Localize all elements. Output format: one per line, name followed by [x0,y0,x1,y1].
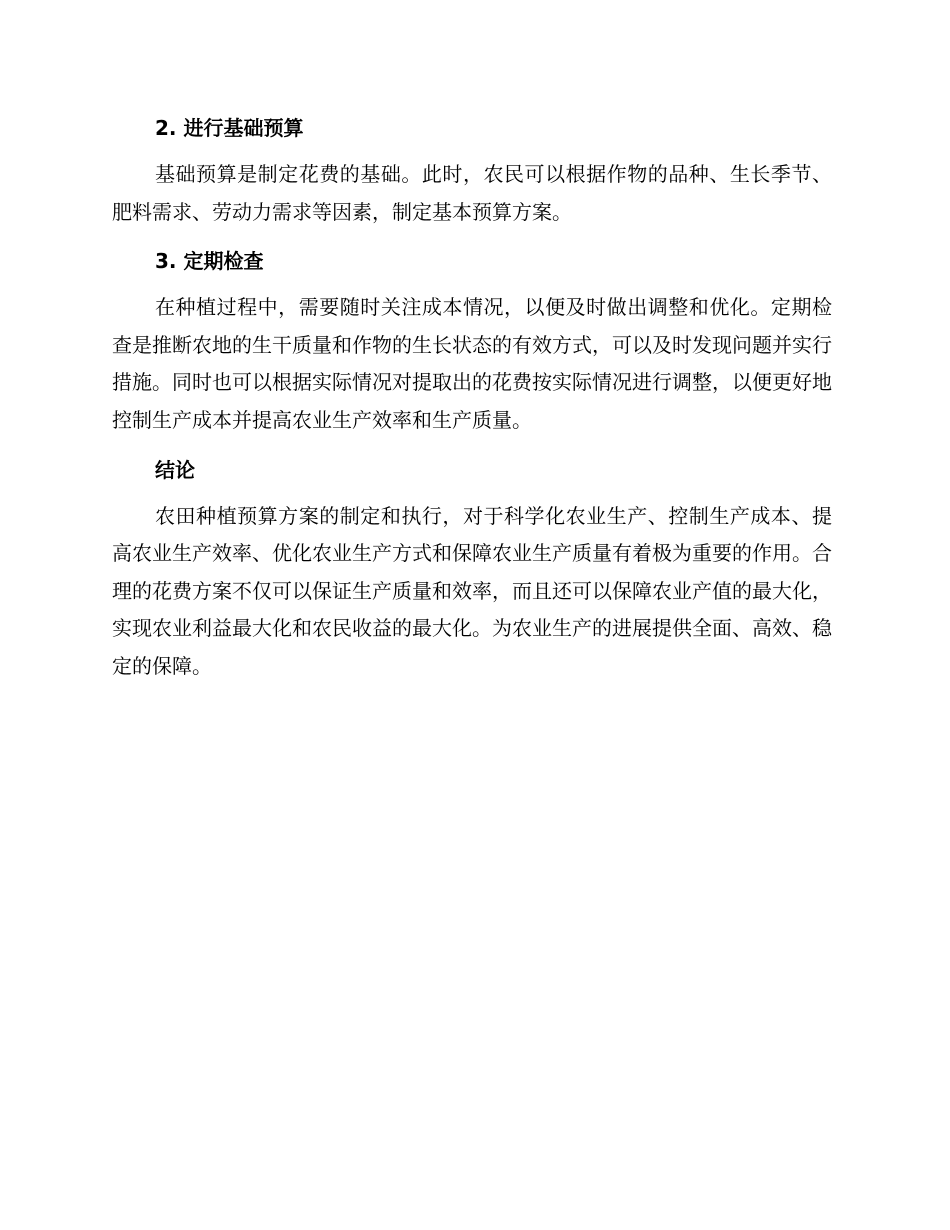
document-body [112,110,832,686]
paragraph-regular-check: 在种植过程中，需要随时关注成本情况，以便及时做出调整和优化。定期检查是推断农地的生干质量和作物的生长状态的有效方式，可以及时发现问题并实行措施。同时也可以根据实际情况对提取出的花费按实际情况进行调整，以便更好地控制生产成本并提高农业生产效率和生产质量。 [112,295,832,432]
spacer [112,488,832,498]
paragraph-conclusion: 农田种植预算方案的制定和执行，对于科学化农业生产、控制生产成本、提高农业生产效率、优化农业生产方式和保障农业生产质量有着极为重要的作用。合理的花费方案不仅可以保证生产质量和效率，而且还可以保障农业产值的最大化，实现农业利益最大化和农民收益的最大化。为农业生产的进展提供全面、高效、稳定的保障。 [112,503,832,678]
spacer [112,279,832,289]
paragraph-basic-budget: 基础预算是制定花费的基础。此时，农民可以根据作物的品种、生长季节、肥料需求、劳动力需求等因素，制定基本预算方案。 [112,162,832,224]
spacer [112,231,832,243]
spacer [112,440,832,452]
section-heading-basic-budget: 2. 进行基础预算 [155,116,304,140]
section-heading-conclusion: 结论 [155,457,195,482]
spacer [112,146,832,156]
section-heading-regular-check: 3. 定期检查 [155,249,264,274]
